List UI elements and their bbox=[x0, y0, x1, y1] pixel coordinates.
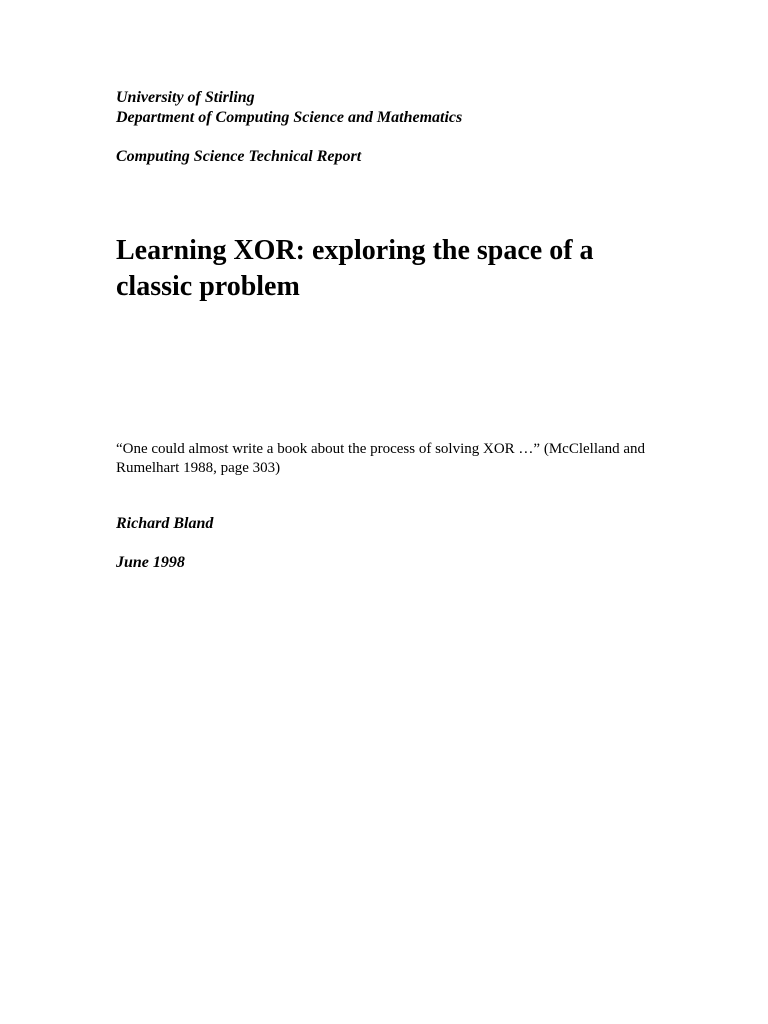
author-block bbox=[116, 514, 676, 534]
document-title: Learning XOR: exploring the space of a classic problem bbox=[116, 235, 594, 302]
epigraph-quote: “One could almost write a book about the process of solving XOR …” (McClelland and Rumelhart 1988, page 303) bbox=[116, 441, 646, 476]
date-block bbox=[116, 553, 676, 573]
institution-block bbox=[116, 88, 676, 128]
author-name: Richard Bland bbox=[116, 515, 214, 532]
report-type-block bbox=[116, 147, 676, 167]
department-name: Department of Computing Science and Mathematics bbox=[116, 109, 463, 126]
university-name: University of Stirling bbox=[116, 89, 255, 106]
publication-date: June 1998 bbox=[116, 554, 185, 571]
report-type: Computing Science Technical Report bbox=[116, 148, 362, 165]
